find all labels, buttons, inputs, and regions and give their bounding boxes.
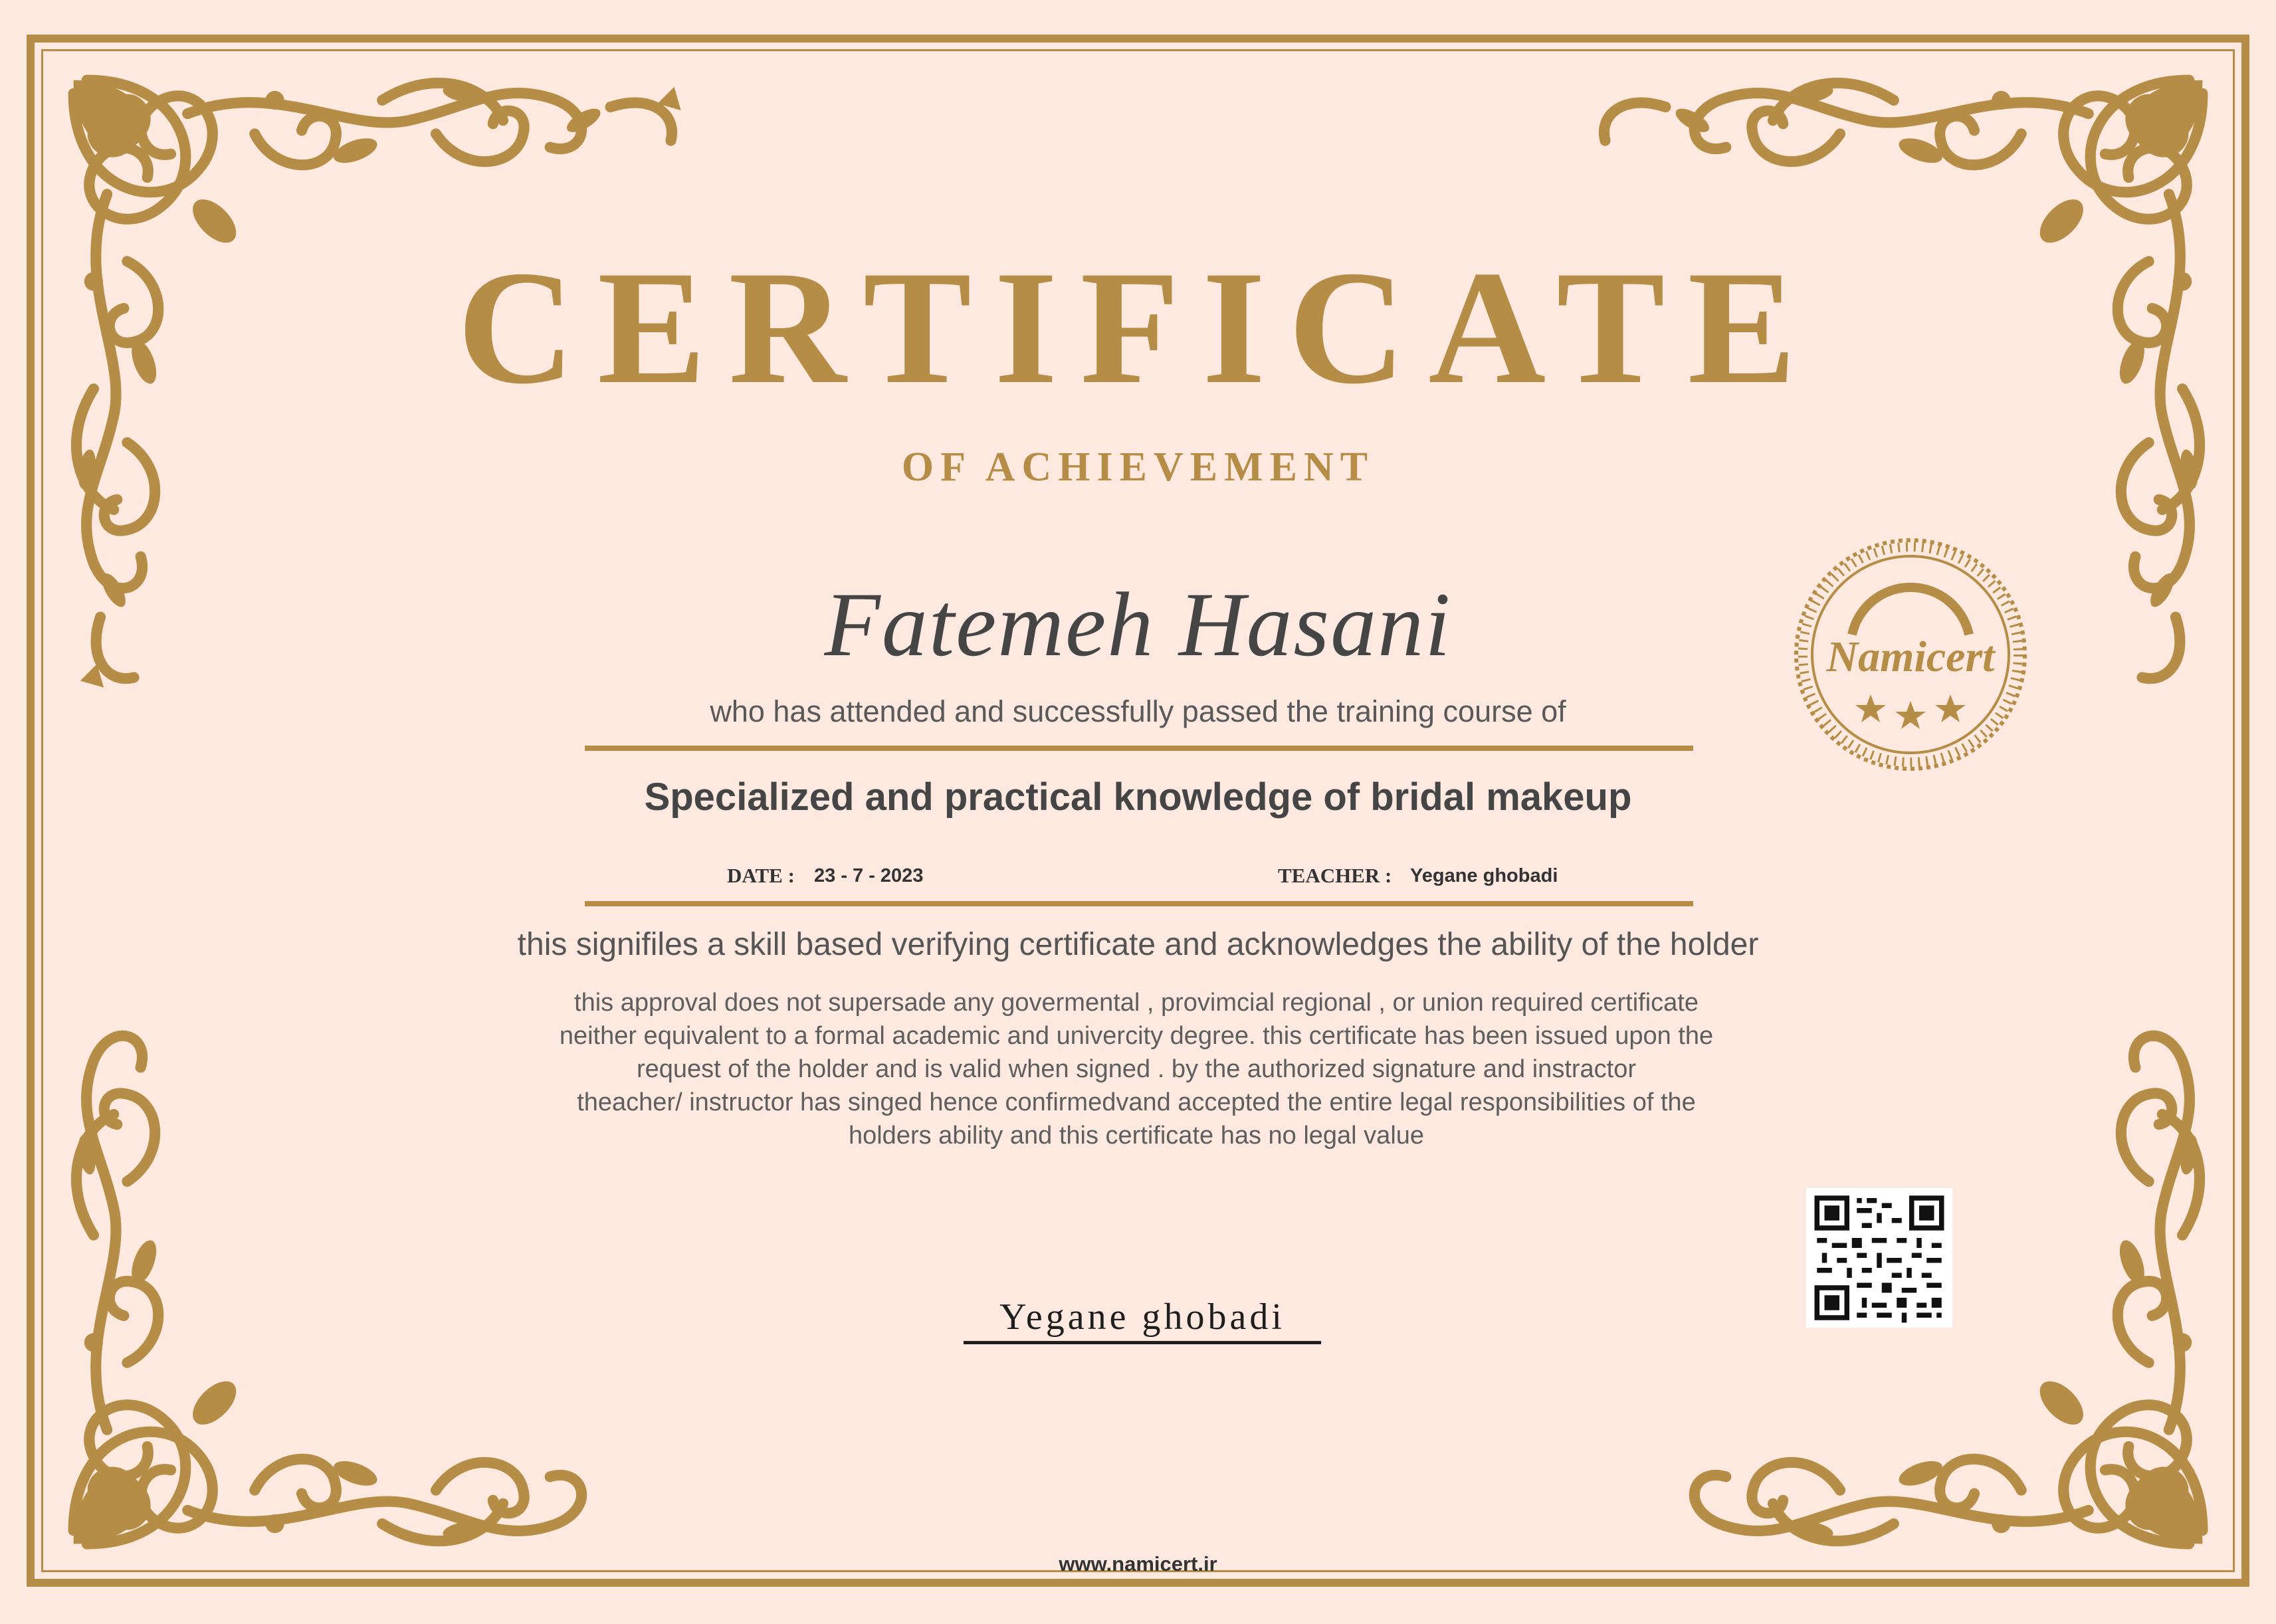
recipient-name: Fatemeh Hasani	[824, 573, 1452, 675]
statement-text: this signifiles a skill based verifying certificate and acknowledges the ability of the holder	[517, 927, 1759, 962]
divider-bottom	[585, 901, 1693, 906]
certificate-subtitle: OF ACHIEVEMENT	[901, 445, 1375, 490]
teacher-label: TEACHER :	[1278, 864, 1392, 887]
date-value: 23 - 7 - 2023	[814, 865, 924, 886]
disclaimer-line: request of the holder and is valid when signed . by the authorized signature and instractor	[636, 1055, 1637, 1083]
disclaimer-line: theacher/ instructor has singed hence confirmedvand accepted the entire legal responsibilities of the	[577, 1088, 1696, 1116]
website-link[interactable]: www.namicert.ir	[1059, 1552, 1217, 1575]
teacher-value: Yegane ghobadi	[1410, 865, 1558, 886]
date-label: DATE :	[727, 864, 795, 887]
course-name: Specialized and practical knowledge of bridal makeup	[644, 775, 1632, 819]
seal-stars-icon	[1791, 535, 2030, 774]
qr-code-icon[interactable]	[1806, 1188, 1952, 1328]
seal-text: Namicert	[1826, 633, 1995, 681]
intro-text: who has attended and successfully passed the training course of	[710, 694, 1566, 728]
signature: Yegane ghobadi	[964, 1296, 1321, 1344]
certificate-title: CERTIFICATE	[457, 237, 1819, 417]
disclaimer-line: neither equivalent to a formal academic and univercity degree. this certificate has been issued upon the	[559, 1022, 1714, 1050]
disclaimer-text	[518, 986, 1754, 1152]
divider-top	[585, 746, 1693, 751]
disclaimer-line: this approval does not supersade any govermental , provimcial regional , or union required certificate	[574, 989, 1699, 1017]
disclaimer-line: holders ability and this certificate has no legal value	[848, 1122, 1425, 1150]
